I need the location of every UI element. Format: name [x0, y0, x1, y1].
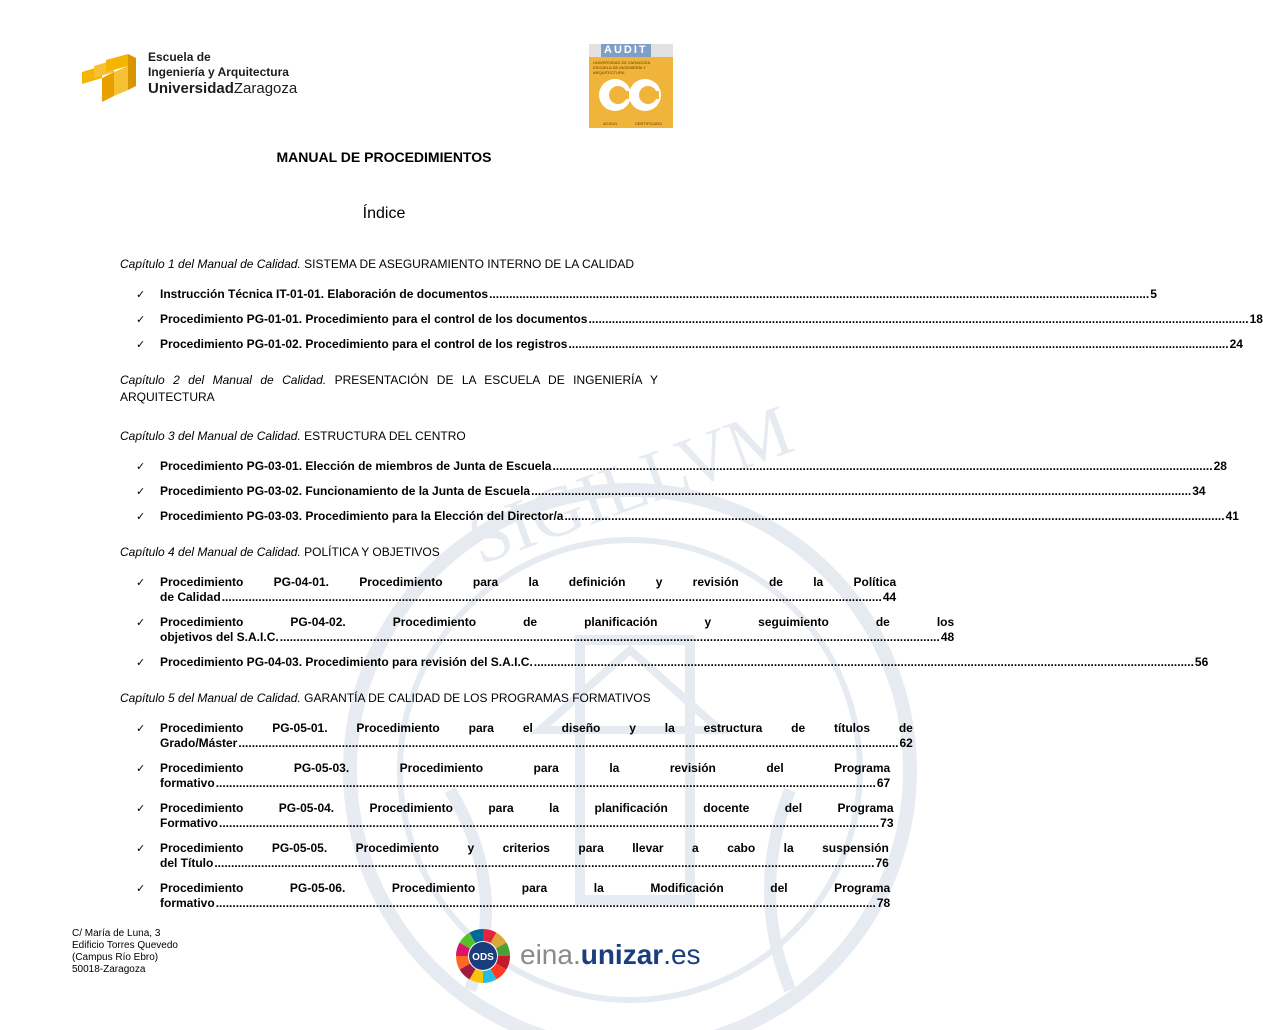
logo-mark-icon: [80, 52, 138, 102]
toc-entry[interactable]: [136, 484, 1206, 499]
chapter-prefix: Capítulo 1 del Manual de Calidad.: [120, 257, 301, 271]
chapter-prefix: Capítulo 4 del Manual de Calidad.: [120, 545, 301, 559]
toc-entry-text: formativo: [160, 776, 215, 790]
chapter-name: PRESENTACIÓN DE LA ESCUELA DE INGENIERÍA Y ARQUITECTURA: [120, 373, 658, 404]
audit-bottom-left: ACSUG: [603, 121, 618, 126]
dot-leader: [222, 590, 882, 605]
institution-line2: Ingeniería y Arquitectura: [148, 65, 289, 79]
procedure-list: [136, 575, 1209, 670]
checkmark-icon: ✓: [136, 576, 146, 589]
chapter-heading: [120, 256, 658, 273]
chapter-prefix: Capítulo 3 del Manual de Calidad.: [120, 429, 301, 443]
page-number: 34: [1192, 484, 1206, 498]
toc-entry-text: objetivos del S.A.I.C.: [160, 630, 279, 644]
address-line: Edificio Torres Quevedo: [72, 940, 178, 951]
dot-leader: [531, 484, 1191, 499]
chapter-heading: [120, 690, 658, 707]
chapter-prefix: Capítulo 5 del Manual de Calidad.: [120, 691, 301, 705]
index-heading: Índice: [362, 205, 406, 222]
checkmark-icon: ✓: [136, 288, 146, 301]
toc-entry-text: del Título: [160, 856, 214, 870]
toc-entry-text: Procedimiento PG-03-01. Elección de miembros de Junta de Escuela: [160, 459, 552, 473]
page-number: 5: [1150, 287, 1157, 301]
toc-entry-text: Procedimiento PG-01-01. Procedimiento para el control de los documentos: [160, 312, 588, 326]
dot-leader: [280, 630, 940, 645]
page-number: 44: [882, 590, 897, 604]
toc-entry-text: Procedimiento PG-05-03. Procedimiento para la revisión del Programa: [160, 761, 891, 775]
checkmark-icon: ✓: [136, 842, 146, 855]
toc-entry-text: Procedimiento PG-03-02. Funcionamiento de la Junta de Escuela: [160, 484, 531, 498]
toc-entry-text: Procedimiento PG-04-03. Procedimiento para revisión del S.A.I.C.: [160, 655, 533, 669]
university-city: Zaragoza: [233, 80, 298, 97]
website-logo: [520, 938, 701, 972]
toc-entry-text: Instrucción Técnica IT-01-01. Elaboración de documentos: [160, 287, 489, 301]
audit-bottom-right: CERTIFICADO: [635, 121, 663, 126]
toc-entry[interactable]: [136, 575, 897, 605]
chapter-heading: [120, 544, 658, 561]
chapter-name: GARANTÍA DE CALIDAD DE LOS PROGRAMAS FORMATIVOS: [304, 691, 651, 705]
audit-subtitle: UNIVERSIDAD DE ZARAGOZA ESCUELA DE INGENIERÍA Y ARQUITECTURA: [593, 60, 650, 75]
toc-entry[interactable]: [136, 459, 1227, 474]
ods-wheel-icon: [455, 928, 511, 984]
address-line: (Campus Río Ebro): [72, 952, 159, 963]
institution-line1: Escuela de: [148, 50, 211, 64]
checkmark-icon: ✓: [136, 882, 146, 895]
toc-entry[interactable]: [136, 312, 1263, 327]
audit-certification-badge: [589, 44, 673, 128]
audit-footer: [589, 116, 673, 128]
checkmark-icon: ✓: [136, 802, 146, 815]
checkmark-icon: ✓: [136, 510, 146, 523]
page-number: 41: [1225, 509, 1239, 523]
toc-entry[interactable]: [136, 721, 913, 751]
checkmark-icon: ✓: [136, 616, 146, 629]
toc-entry[interactable]: [136, 841, 889, 871]
toc-entry-text: Grado/Máster: [160, 736, 238, 750]
chapter-heading: [120, 428, 658, 445]
toc-entry[interactable]: [136, 881, 891, 911]
university-logo: [80, 48, 300, 108]
address-line: 50018-Zaragoza: [72, 964, 146, 975]
checkmark-icon: ✓: [136, 762, 146, 775]
toc-entry[interactable]: [136, 287, 1157, 302]
svg-text:SIGILLVM: SIGILLVM: [458, 389, 803, 581]
dot-leader: [588, 312, 1248, 327]
chapter-name: POLÍTICA Y OBJETIVOS: [304, 545, 440, 559]
toc-entry-text: Procedimiento PG-05-01. Procedimiento para el diseño y la estructura de títulos de: [160, 721, 913, 735]
toc-entry[interactable]: [136, 761, 891, 791]
chapter-name: SISTEMA DE ASEGURAMIENTO INTERNO DE LA CALIDAD: [304, 257, 634, 271]
chapter-heading: [120, 372, 658, 406]
toc-entry-text: Formativo: [160, 816, 219, 830]
toc-entry-text: Procedimiento PG-05-05. Procedimiento y criterios para llevar a cabo la suspensión: [160, 841, 889, 855]
page-title: MANUAL DE PROCEDIMIENTOS: [276, 149, 492, 165]
table-of-contents: [120, 256, 1263, 931]
dot-leader: [219, 816, 879, 831]
audit-label: AUDIT: [601, 44, 651, 57]
page-number: 28: [1213, 459, 1227, 473]
page-number: 48: [940, 630, 955, 644]
page-number: 78: [876, 896, 891, 910]
university-bold: Universidad: [148, 80, 234, 97]
cc-mark-icon: [597, 77, 665, 113]
dot-leader: [216, 776, 876, 791]
dot-leader: [216, 896, 876, 911]
page-number: 73: [880, 816, 894, 830]
toc-entry-text: Procedimiento PG-03-03. Procedimiento para la Elección del Director/a: [160, 509, 564, 523]
checkmark-icon: ✓: [136, 313, 146, 326]
dot-leader: [489, 287, 1149, 302]
audit-header-bar: [589, 44, 673, 57]
toc-entry-text: Procedimiento PG-04-01. Procedimiento para la definición y revisión de la Política: [160, 575, 897, 589]
site-suffix: .es: [663, 939, 701, 970]
toc-entry[interactable]: [136, 509, 1239, 524]
page-number: 62: [899, 736, 913, 750]
university-name: [148, 80, 297, 98]
procedure-list: [136, 287, 1263, 352]
checkmark-icon: ✓: [136, 656, 146, 669]
chapter-name: ESTRUCTURA DEL CENTRO: [304, 429, 466, 443]
checkmark-icon: ✓: [136, 460, 146, 473]
page-number: 24: [1229, 337, 1243, 351]
toc-entry-text: Procedimiento PG-04-02. Procedimiento de planificación y seguimiento de los: [160, 615, 955, 629]
postal-address: [72, 928, 178, 976]
procedure-list: [136, 721, 913, 911]
site-prefix: eina.: [520, 939, 581, 970]
dot-leader: [568, 337, 1228, 352]
checkmark-icon: ✓: [136, 338, 146, 351]
toc-entry-text: formativo: [160, 896, 215, 910]
toc-entry[interactable]: [136, 337, 1243, 352]
toc-entry[interactable]: [136, 801, 894, 831]
toc-entry[interactable]: [136, 615, 955, 645]
address-line: C/ María de Luna, 3: [72, 928, 161, 939]
ods-label: ODS: [472, 952, 494, 963]
site-bold: unizar: [580, 939, 664, 970]
page-number: 76: [875, 856, 889, 870]
page-number: 18: [1249, 312, 1263, 326]
page-number: 67: [876, 776, 891, 790]
checkmark-icon: ✓: [136, 485, 146, 498]
page-number: 56: [1194, 655, 1209, 669]
toc-entry-text: Procedimiento PG-05-04. Procedimiento para la planificación docente del Programa: [160, 801, 894, 815]
toc-entry-text: de Calidad: [160, 590, 221, 604]
dot-leader: [214, 856, 874, 871]
dot-leader: [238, 736, 898, 751]
procedure-list: [136, 459, 1239, 524]
dot-leader: [564, 509, 1224, 524]
dot-leader: [552, 459, 1212, 474]
toc-entry-text: Procedimiento PG-01-02. Procedimiento para el control de los registros: [160, 337, 568, 351]
toc-entry[interactable]: [136, 655, 1209, 670]
checkmark-icon: ✓: [136, 722, 146, 735]
toc-entry-text: Procedimiento PG-05-06. Procedimiento para la Modificación del Programa: [160, 881, 891, 895]
chapter-prefix: Capítulo 2 del Manual de Calidad.: [120, 373, 327, 387]
dot-leader: [534, 655, 1194, 670]
